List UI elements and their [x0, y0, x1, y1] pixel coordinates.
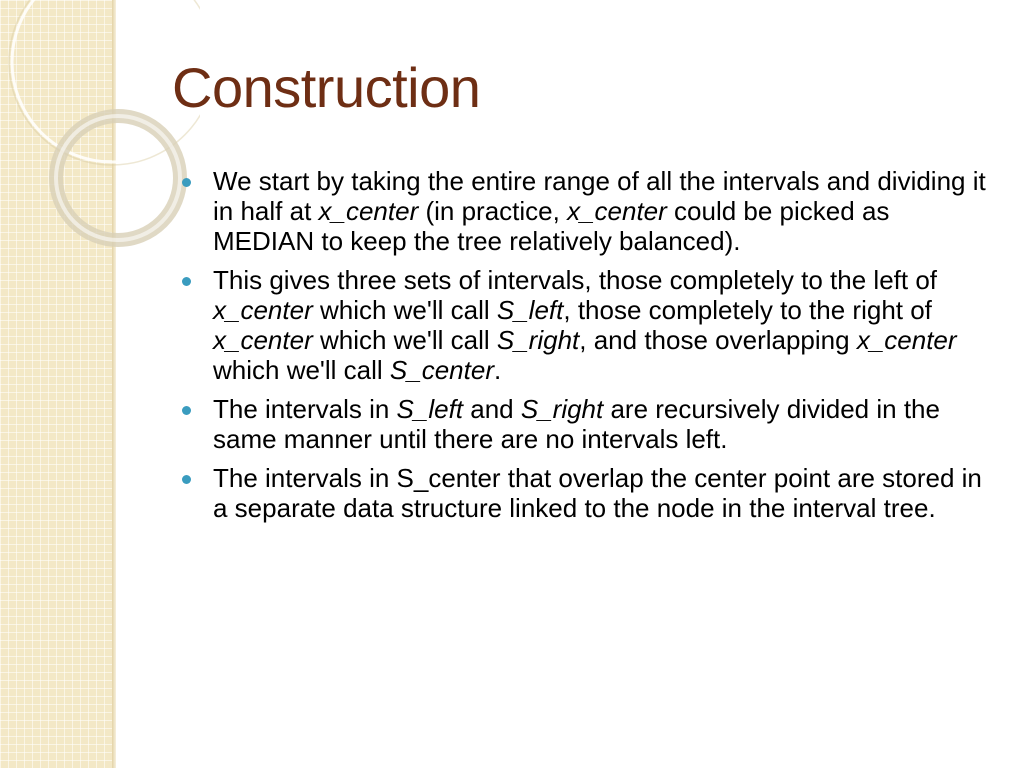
bullet-text [213, 463, 982, 523]
side-panel-pattern [0, 0, 112, 768]
bullet-dot-icon [182, 178, 191, 187]
bullet-item [182, 166, 990, 256]
bullet-term: x_center [213, 325, 313, 355]
bullet-text-segment: which we'll call [312, 295, 497, 325]
bullet-term: S_left [396, 394, 464, 424]
bullet-term: S_right [496, 325, 580, 355]
side-panel-edge [112, 0, 116, 768]
bullet-item [182, 394, 990, 454]
bullet-list [182, 166, 990, 532]
bullet-dot-icon [182, 406, 191, 415]
bullet-text-segment: The intervals in S_center that overlap the center point are stored in a separate data structure linked to the node in the interval tree. [213, 463, 982, 523]
bullet-term: x_center [567, 196, 667, 226]
bullet-text-segment: . [494, 355, 502, 385]
bullet-text-segment: We start by taking the entire range of all the intervals and dividing it in half at [213, 166, 986, 226]
bullet-term: S_center [389, 355, 494, 385]
bullet-text [213, 166, 986, 256]
bullet-item [182, 463, 990, 523]
bullet-text-segment: and [463, 394, 521, 424]
bullet-text-segment: This gives three sets of intervals, those completely to the left of [213, 265, 938, 295]
bullet-dot-icon [182, 277, 191, 286]
bullet-text-segment: (in practice, [418, 196, 568, 226]
bullet-term: x_center [318, 196, 419, 226]
bullet-text-segment: , those completely to the right of [563, 295, 932, 325]
bullet-text [213, 394, 940, 454]
bullet-text [213, 265, 957, 385]
slide-title: Construction [172, 56, 481, 119]
bullet-text-segment: , and those overlapping [579, 325, 857, 355]
bullet-term: S_right [520, 394, 604, 424]
bullet-term: x_center [856, 325, 957, 355]
bullet-dot-icon [182, 475, 191, 484]
bullet-term: S_left [496, 295, 564, 325]
bullet-item [182, 265, 990, 385]
bullet-text-segment: are recursively divided in the same manner until there are no intervals left. [213, 394, 940, 454]
bullet-text-segment: could be picked as MEDIAN to keep the tree relatively balanced). [213, 196, 890, 256]
bullet-text-segment: which we'll call [312, 325, 497, 355]
bullet-text-segment: which we'll call [213, 355, 390, 385]
bullet-term: x_center [213, 295, 313, 325]
bullet-text-segment: The intervals in [213, 394, 397, 424]
